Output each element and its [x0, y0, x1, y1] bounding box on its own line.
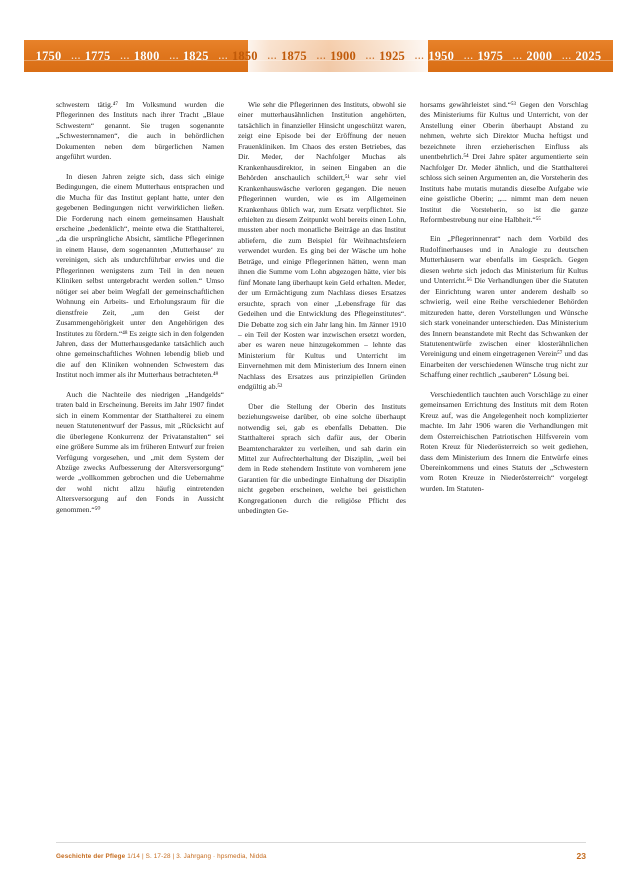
- footer-journal-name: Geschichte der Pflege: [56, 852, 126, 860]
- timeline-tick-2000: [515, 48, 572, 64]
- timeline-tick-label: 1900: [330, 48, 356, 63]
- timeline-tick-1775: [73, 48, 131, 64]
- timeline-separator-dots: ...: [71, 51, 82, 61]
- footer-citation-details: 1/14 | S. 17-28 | 3. Jahrgang · hpsmedia, Nidda: [125, 852, 267, 860]
- timeline-tick-label: 1925: [379, 48, 405, 63]
- timeline-separator-dots: ...: [365, 51, 376, 61]
- text-column-center: [238, 100, 406, 818]
- century-timeline: [24, 40, 613, 72]
- timeline-tick-label: 2025: [575, 48, 602, 63]
- timeline-tick-label: 1975: [477, 48, 504, 63]
- timeline-tick-label: 1750: [35, 48, 62, 63]
- timeline-separator-dots: ...: [414, 51, 425, 61]
- timeline-separator-dots: ...: [169, 51, 180, 61]
- timeline-separator-dots: ...: [316, 51, 327, 61]
- timeline-separator-dots: ...: [218, 51, 229, 61]
- page-number: 23: [576, 851, 586, 861]
- timeline-separator-dots: ...: [513, 51, 523, 61]
- text-column-right: [420, 100, 588, 818]
- paragraph: Verschiedentlich tauchten auch Vorschläge zu einer gemeinsamen Errichtung des Instituts mit dem Roten Kreuz auf, was die Angelegenheit noch komplizierter machte. Im Jahr 1906 waren die Verhandlungen mit dem Österreichischen Patriotischen Hilfsverein vom Roten Kreuz für Niederösterreich so weit gediehen, dass dem Ministerium des Innern die Entwürfe eines Übereinkommens und eines Statuts der „Schwestern vom Roten Kreuze in Niederösterreich“ vorgelegt wurden. Im Statuten-: [420, 389, 588, 493]
- timeline-tick-label: 1950: [428, 48, 455, 63]
- timeline-tick-1925: [365, 48, 425, 64]
- paragraph: horsams gewährleistet sind.“⁵³ Gegen den Vorschlag des Ministeriums für Kultus und Unterricht, von der Anstellung einer Oberin überhaupt Abstand zu nehmen, wehrte sich Direktor Mucha heftigst und bezeichnete ihren erzieherischen Einfluss als unentbehrlich.⁵⁴ Drei Jahre später argumentierte sein Nachfolger Dr. Meder ähnlich, und die Statthalterei schloss sich seinen Argumenten an, die Vorsteherin des Instituts habe mutatis mutandis dieselbe Aufgabe wie eine geistliche Oberin; „... nimmt man dem neuen Institut die Vorsteherin, so ist die ganze Reformbestrebung nur eine Halbheit.“⁵⁵: [420, 100, 588, 224]
- text-column-left: [56, 100, 224, 818]
- timeline-tick-1950: [414, 48, 474, 64]
- page-footer: [56, 842, 586, 865]
- timeline-tick-label: 1850: [231, 48, 258, 63]
- paragraph: schwestern tätig.⁴⁷ Im Volksmund wurden die Pflegerinnen des Instituts nach ihrer Tracht „Blaue Schwestern“ genannt. Sie trugen sogenannte „Schwesternnamen“, die auch in behördlichen Dokumenten neben dem bürgerlichen Namen angeführt wurden.: [56, 100, 224, 162]
- timeline-tick-1900: [318, 48, 376, 64]
- timeline-separator-dots: ...: [463, 51, 474, 61]
- timeline-tick-label: 1875: [281, 48, 307, 63]
- footer-citation: [56, 853, 267, 860]
- timeline-tick-label: 2000: [526, 48, 553, 63]
- timeline-separator-dots: ...: [120, 51, 131, 61]
- timeline-tick-list: [24, 40, 613, 72]
- timeline-tick-1875: [269, 48, 327, 64]
- timeline-separator-dots: ...: [267, 51, 278, 61]
- timeline-tick-label: 1775: [84, 48, 111, 63]
- paragraph: Wie sehr die Pflegerinnen des Instituts, obwohl sie einer mutterhausähnlichen Institution angehörten, tatsächlich in finanzieller Hinsicht ungeschützt waren, zeigt eine Episode bei der Eröffnung der neuen Frauenkliniken. Im Chaos des ersten Betriebes, das Dir. Meder, der Nachfolger Muchas als Krankenhausdirektor, in seinen Eingaben an die Behörden anschaulich schildert,⁵¹ war sehr viel Krankenhauswäsche verloren gegangen. Die neuen Pflegerinnen wurden, wie es im Allgemeinen Krankenhaus üblich war, zum Ersatz verpflichtet. Sie erhielten zu diesem Zeitpunkt wohl bereits einen Lohn, mussten aber noch monatliche Beiträge an das Institut abliefern, die zum Beispiel für Weihnachtsfeiern verwendet wurden. Es ging bei der Wäsche um hohe Beträge, und einige Pflegerinnen hätten, wenn man ihnen die Summe vom Lohn abgezogen hätte, vier bis fünf Monate lang überhaupt kein Geld erhalten. Meder, der um Ermächtigung zum Nachlass dieses Ersatzes ersuchte, sprach von einer „Lebensfrage für das Gedeihen und die Entwicklung des Pflegeinstitutes“. Die Debatte zog sich ein Jahr lang hin. Im Jänner 1910 – ein Teil der Kosten war inzwischen ersetzt worden, aber es waren neue hinzugekommen – lehnte das Ministerium für Kultus und Unterricht im Einvernehmen mit dem Ministerium des Innern einen Nachlass des Ersatzes aus prinzipiellen Gründen endgültig ab.⁵²: [238, 100, 406, 392]
- paragraph: Auch die Nachteile des niedrigen „Handgelds“ traten bald in Erscheinung. Bereits im Jahr 1907 findet sich in einem Kommentar der Statthalterei zu einem neuen Statutenentwurf der Passus, mit „Rücksicht auf die überlegene Konkurrenz der Privatanstalten“ sei eine größere Summe als im früheren Entwurf zur freien Verfügung vorgesehen, und „mit dem System der Abzüge zwecks Aufbesserung der Altersversorgung“ werde „vollkommen gebrochen und die Uebernahme der wohl nicht allzu häufig eintretenden Altersversorgung auf den Fonds in Aussicht genommen.“⁵⁰: [56, 389, 224, 514]
- timeline-tick-1800: [122, 48, 180, 64]
- paragraph: Über die Stellung der Oberin des Instituts beziehungsweise darüber, ob eine solche überhaupt notwendig sei, gab es ebenfalls Debatten. Die Statthalterei sprach sich dafür aus, der Oberin Beamtencharakter zu verleihen, und sah darin ein Mittel zur Aufrechterhaltung der Disziplin, „weil bei dem in Rede stehendem Institute von vornherem jene Garantien für die unbedingte Einhaltung der Disziplin nicht gegeben erscheinen, welche bei geistlichen Kongregationen durch die religiöse Pflicht des unbedingten Ge-: [238, 401, 406, 516]
- timeline-tick-label: 1825: [182, 48, 209, 63]
- timeline-tick-label: 1800: [133, 48, 160, 63]
- timeline-tick-1975: [463, 48, 523, 64]
- paragraph: In diesen Jahren zeigte sich, dass sich einige Bedingungen, die einem Mutterhaus entsprachen und die Mucha für das Institut geplant hatte, unter den gegebenen Bedingungen nicht verwirklichen ließen. Die Forderung nach einem gemeinsamen Haushalt erscheine „bedenklich“, meinte etwa die Statthalterei, „da die ursprüngliche Absicht, sämtliche Pflegerinnen in einem Hause, dem sogenannten ‚Mutterhause‘ zu vereinigen, sich als undurchführbar erwies und die Pflegerinnen wenigstens zum Teil in den neuen Kliniken selbst untergebracht werden sollen.“ Umso nötiger sei aber beim Wegfall der gemeinschaftlichen Wohnung ein Arbeits- und Erholungsraum für die dienstfreie Zeit, „um den Geist der Zusammengehörigkeit unter den Angehörigen des Institutes zu fördern.“⁴⁸ Es zeigte sich in den folgenden Jahren, dass der Mutterhausgedanke tatsächlich auch ohne gemeinschaftliches Wohnen lebendig blieb und die auf den Kliniken wohnenden Schwestern das Institut noch immer als ihr Mutterhaus betrachteten.⁴⁹: [56, 171, 224, 380]
- timeline-tick-1750: [24, 48, 82, 64]
- timeline-tick-2025: [564, 49, 613, 64]
- timeline-tick-1850: [220, 48, 278, 64]
- article-columns: [56, 100, 586, 818]
- timeline-tick-1825: [171, 48, 229, 64]
- timeline-separator-dots: ...: [562, 51, 572, 61]
- paragraph: Ein „Pflegerinnenrat“ nach dem Vorbild des Rudolfinerhauses und in Analogie zu deutschen Mutterhäusern war ebenfalls im Gespräch. Gegen diesen wehrte sich jedoch das Ministerium für Kultus und Unterricht.⁵⁶ Die Verhandlungen über die Statuten der Einrichtung waren unter anderem deshalb so schwierig, weil eine Reihe verschiedener Behörden mitzureden hatte, deren Vorstellungen und Wünsche sich stark voneinander unterschieden. Das Ministerium des Innern beanstandete mit Recht das Schwanken der Statutenentwürfe zwischen einer klosterähnlichen Vereinigung und einem eingetragenen Verein⁵⁷ und das Einarbeiten der verschiedenen Wünsche trug nicht zur Schaffung einer rechtlich „sauberen“ Lösung bei.: [420, 234, 588, 380]
